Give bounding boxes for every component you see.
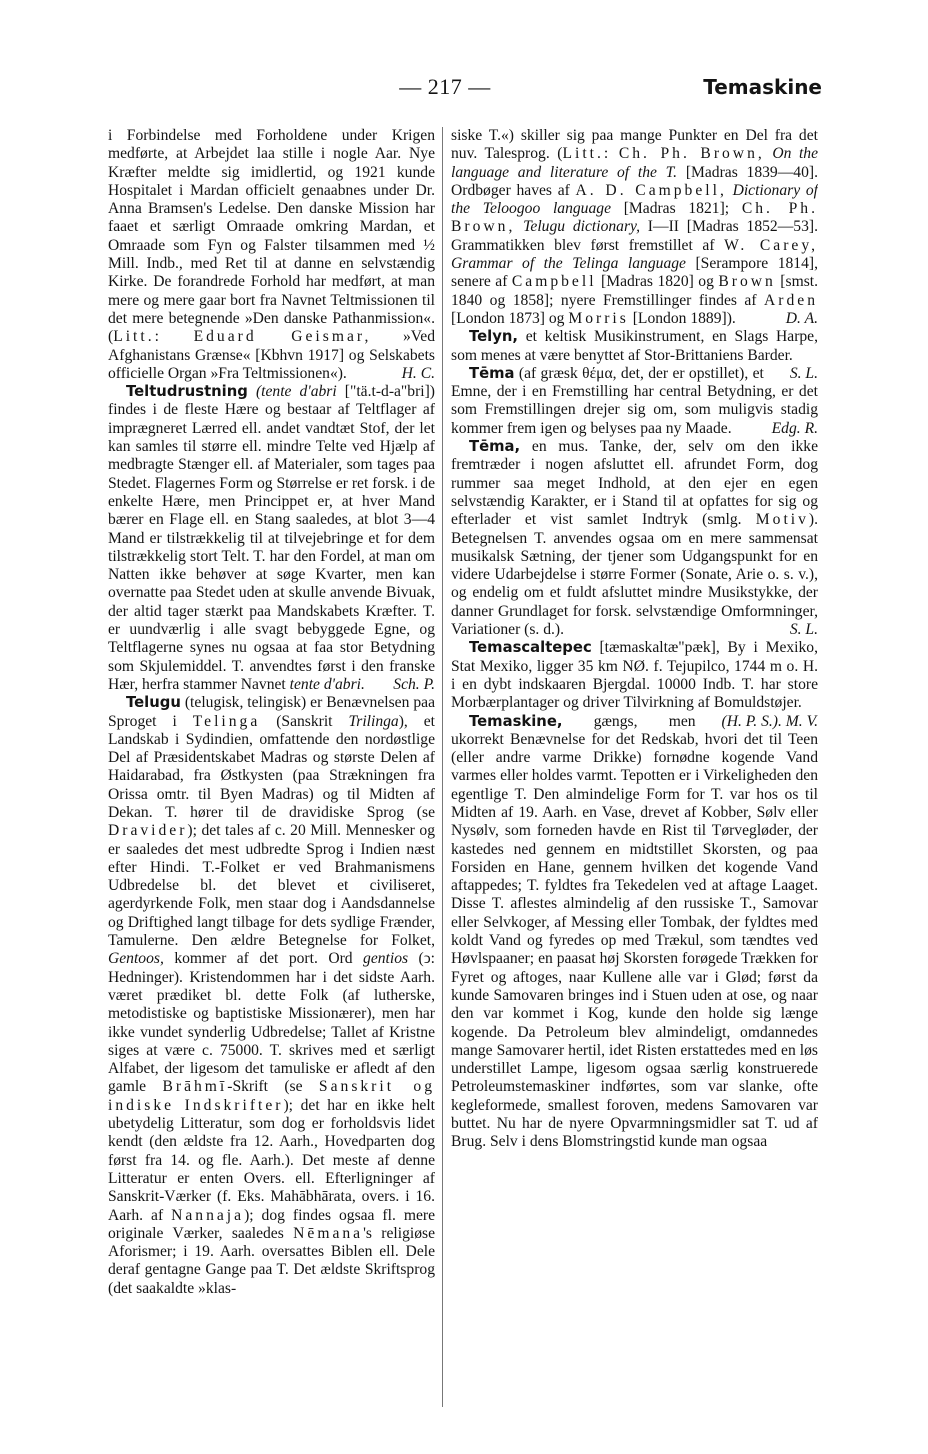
entry-text: siske T.«) skiller sig paa mange Punkter en Del fra det nuv. Talesprog. (: [451, 127, 818, 163]
italic-term: (tente d'abri: [255, 383, 337, 401]
running-head: Temaskine: [703, 75, 822, 99]
author-signature: H. C.: [401, 364, 435, 382]
left-column: [108, 127, 435, 1407]
entry-telugu: [108, 694, 435, 1298]
entry-text: ), et Landskab i Sydindien, omfattende den nordøstlige Del af Præsidentskabet Madras og største Delen af Haidarabad, fra Østkysten (paa Strækningen fra Orissa omtr. til Byen Madras) og til Midten af Dekan. T. hører til de dravidiske Sprog (se: [108, 712, 435, 821]
entry-temaskine: [451, 713, 818, 1152]
italic-title: Dictionary of the Teloogoo language: [451, 181, 818, 218]
entry-tema: [451, 365, 818, 438]
entry-text: en mus. Tanke, der, selv om den ikke fremtræder i nogen afsluttet ell. afrundet Form, dog rummer saa meget Indhold, at den ejer en egen selvstændig Karakter, er i Stand til at opfattes for sig og efterlader et vist samlet Indtryk (smlg.: [451, 438, 818, 529]
italic-term: Gentoos,: [108, 950, 164, 968]
entry-text: [Serampore 1814], senere af: [451, 255, 818, 291]
author-name: Ch. Ph. Brown,: [451, 200, 818, 236]
entry-text: ); det tales af c. 20 Mill. Mennesker og er saaledes det mest udbredte Sprog i Indien næst efter Hindi. T.-Folket er ved Brahmanismens Udbredelse bl. det blevet et civiliseret, agerdyrkende Folk, men staar dog i Aandsdannelse og Driftighed langt tilbage for dets sydlige Frænder, Tamulerne. Den ældre Betegnelse for Folket,: [108, 822, 435, 950]
author-signature: Sch. P.: [393, 675, 435, 693]
author-name: Campbell: [511, 273, 597, 291]
headword: Temascaltepec: [469, 639, 592, 657]
pronunciation: ["tä.t-d-a"bri]): [336, 383, 435, 401]
entry-telugu-continued: [451, 127, 818, 328]
entry-text: ). Betegnelsen T. anvendes ogsaa om en mere sammensat musikalsk Sætning, der tjener som Udgangspunkt for en videre Udarbejdelse i større Former (Sonate, Arie o. s. v.), og endelig om et fuldt afsluttet mindre Musikstykke, der danner Grundlaget for forsk. selvstændige Omformninger, Variationer (s. d.).: [451, 511, 818, 639]
litt-label: Litt.:: [562, 145, 612, 163]
italic-term: gentios: [363, 950, 409, 968]
cross-reference: Dravider: [108, 822, 188, 840]
entry-text: kommer af det port. Ord: [163, 950, 364, 968]
author-name: Ch. Ph. Brown,: [618, 145, 765, 163]
column-divider: [442, 127, 443, 1407]
headword: Tēma,: [469, 438, 521, 456]
cross-reference: Sanskrit og indiske Indskrifter: [108, 1078, 435, 1114]
author-signature: S. L.: [789, 621, 818, 639]
entry-teltmission-continued: [108, 127, 435, 383]
author-name: W. Carey,: [724, 236, 818, 254]
entry-teltudrustning: [108, 383, 435, 694]
author-name: Morris: [568, 309, 629, 327]
entry-text: et keltisk Musikinstrument, en Slags Harpe, som menes at være benyttet af Stor-Brittaniens Barder.: [451, 328, 818, 364]
author-name: Nannaja: [171, 1206, 245, 1224]
author-signature: (H. P. S.). M. V.: [721, 712, 818, 730]
page-header: [0, 72, 928, 102]
headword: Telyn,: [469, 328, 519, 346]
entry-text: »Ved Afghanistans Grænse« [Kbhvn 1917] og Selskabets officielle Organ »Fra Teltmissionen«).: [108, 328, 435, 382]
entry-text: ); det har en ikke helt ubetydelig Litteratur, som dog er forholdsvis lidet kendt (den ældste fra 12. Aarh., Hovedparten dog først fra 14. og fle. Aarh.). Det meste af denne Litteratur er enten Overs. ell. Efterligninger af Sanskrit-Værker (f. Eks. Mahābhārata, overs. i 16. Aarh. af: [108, 1096, 435, 1224]
italic-term: Trilinga: [348, 712, 399, 730]
author-signature: Edg. R.: [771, 419, 818, 437]
entry-text: 's religiøse Aforismer; i 19. Aarh. oversattes Biblen ell. Dele deraf gentagne Gange paa T. Det ældste Skriftsprog (det saakaldte »klas-: [108, 1224, 435, 1297]
page-number: — 217 —: [399, 74, 491, 99]
entry-text: (Sanskrit: [260, 712, 349, 730]
entry-text: gængs, men ukorrekt Benævnelse for det Redskab, hvori det til Teen (eller andre varme Drikke) fornødne kogende Vand varmes eller holdes varmt. Tepotten er i Virkeligheden den egentlige T. Den almindelige Form for T. var hos os til Midten af 19. Aarh. en Vase, drevet af Kobber, Sølv eller Nysølv, som forneden havde en Rist til Tørvegløder, der kastedes ned gennem en midtstillet Skorsten, og paa Forsiden en Hane, gennem hvilken det kogende Vand aftappedes; T. fyldtes fra Tekedelen ved at aftage Laaget. Disse T. aflestes almindelig af den russiske T., Samovar eller Selvkoger, af Messing eller Tombak, der fyldtes med koldt Vand og fyredes op med Trækul, som tændtes ved Høvlspaaner; en paasat høj Skorsten forøgede Trækken for Fyret og aftoges, naar Kullene alle var i Glød; først da kunde Samovaren bringes ind i Stuen uden at ose, og naar den var kommet i Kog, kunde den holde sig længe kogende. Da Petroleum blev almindeligt, omdannedes mange Samovarer hertil, idet Risten erstattedes med en løs understillet Lampe, ligesom ogsaa særlig konstruerede Petroleumstemaskiner indførtes, som var slanke, ofte kegleformede, smallest foroven, medens Samovaren var buttet. Nu har de nyere Opvarmningsmidler sat T. ud af Brug. Selv i dens Blomstringstid kunde man ogsaa: [451, 712, 818, 1151]
entry-text: (telugisk, telingisk) er Benævnelsen paa Sproget i: [108, 694, 435, 730]
entry-text: (ↄ: Hedninger). Kristendommen har i det sidste Aarh. været prædiket bl. dette Folk (af lutherske, metodistiske og baptistiske Missionærer), men har ikke vundet synderlig Udbredelse; Tallet af Kristne siges at være c. 75000. T. skrives med et særligt Alfabet, der ligesom det tamuliske er afledt af den gamle: [108, 950, 435, 1096]
entry-text: findes i de fleste Hære og bestaar af Teltflager af imprægneret Lærred ell. andet vandtæt Stof, der let kan samles til større ell. mindre Telte ved Hjælp af medbragte Stænger ell. af Materialer, som tages paa Stedet. Flagernes Form og Størrelse er ret forsk. i de enkelte Hære, men Princippet er, at hver Mand bærer en Flage ell. en Stang saaledes, at blot 3—4 Mand er tilstrækkelig til at tilvejebringe et for dem tilstrækkelig stort Telt. T. har den Fordel, at man om Natten ikke behøver at søge Kvarter, men kan overnatte paa Stedet uden at skulle anvende Bivuak, der altid tager stærkt paa Mandskabets Kræfter. T. er uundværlig i alle svagt bebyggede Egne, og Teltflagerne synes nu ogsaa at faa stor Betydning som Skjulemiddel. T. anvendtes først i den franske Hær, herfra stammer Navnet: [108, 401, 435, 693]
author-signature: S. L.: [789, 364, 818, 382]
author-name: Nēmana: [293, 1224, 364, 1242]
italic-title: Telugu dictionary,: [515, 218, 640, 236]
entry-text: [Madras 1821];: [611, 200, 742, 218]
spaced-term: Telinga: [192, 712, 261, 730]
entry-text: [London 1889]).: [628, 309, 736, 327]
entry-text: [tæmaskaltæ"pæk], By i Mexiko, Stat Mexiko, ligger 35 km NØ. f. Tejupilco, 1744 m o. H. i en dybt indskaaren Bjergdal. 10000 Indb. T. har store Morbærplantager og driver Tilvirkning af Bomuldstøjer.: [451, 639, 818, 712]
headword: Telugu: [126, 694, 181, 712]
headword: Teltudrustning: [126, 383, 248, 401]
entry-text: i Forbindelse med Forholdene under Krigen medførte, at Arbejdet laa stille i nogle Aar. Nye Kræfter meldte sig imidlertid, og 1921 kunde Hospitalet i Mardan officielt genaabnes under Dr. Anna Bramsen's Ledelse. Den danske Mission har faaet et særligt Omraade omkring Mardan, et Omraade som Fyn og Falster tilsammen med ½ Mill. Indb., med Ret til at danne en selvstændig Kirke. De forandrede Forhold har medført, at man mere og mere gaar bort fra Navnet Teltmissionen til det mere betegnende »Den danske Pathanmission«. (: [108, 127, 435, 346]
author-name: Arden: [764, 291, 818, 309]
entry-text: I—II [Madras 1852—53]. Grammatikken blev først fremstillet af: [451, 218, 818, 254]
entry-text: [smst. 1840 og 1858]; nyere Fremstillinger findes af: [451, 273, 818, 309]
italic-title: On the language and literature of the T.: [451, 145, 818, 181]
entry-tema-musical: [451, 438, 818, 639]
spaced-term: Brāhmī: [162, 1078, 228, 1096]
cross-reference: Motiv: [755, 511, 809, 529]
italic-title: Grammar of the Telinga language: [451, 255, 686, 273]
headword: Tēma: [469, 364, 515, 382]
author-name: Brown: [718, 273, 776, 291]
author-name: A. D. Campbell,: [575, 181, 727, 199]
entry-text: [Madras 1820] og: [596, 273, 719, 291]
italic-term: tente d'abri.: [289, 675, 365, 693]
right-column: [451, 127, 818, 1407]
entry-text: [Madras 1839—40]. Ordbøger haves af: [451, 163, 818, 199]
entry-text: (af græsk θέμα, det, der er opstillet), et Emne, der i en Fremstilling har central Betydning, er det som Fremstillingen drejer sig om, som muligvis stadig kommer frem igen og belyses paa ny Maade.: [451, 364, 818, 437]
headword: Temaskine,: [469, 712, 563, 730]
author-name: Eduard Geismar,: [193, 328, 372, 346]
entry-text: ); dog findes ogsaa fl. mere originale Værker, saaledes: [108, 1206, 435, 1242]
entry-text: [London 1873] og: [451, 309, 569, 327]
litt-label: Litt.:: [113, 328, 162, 346]
author-signature: D. A.: [785, 309, 818, 327]
entry-text: -Skrift (se: [227, 1078, 319, 1096]
